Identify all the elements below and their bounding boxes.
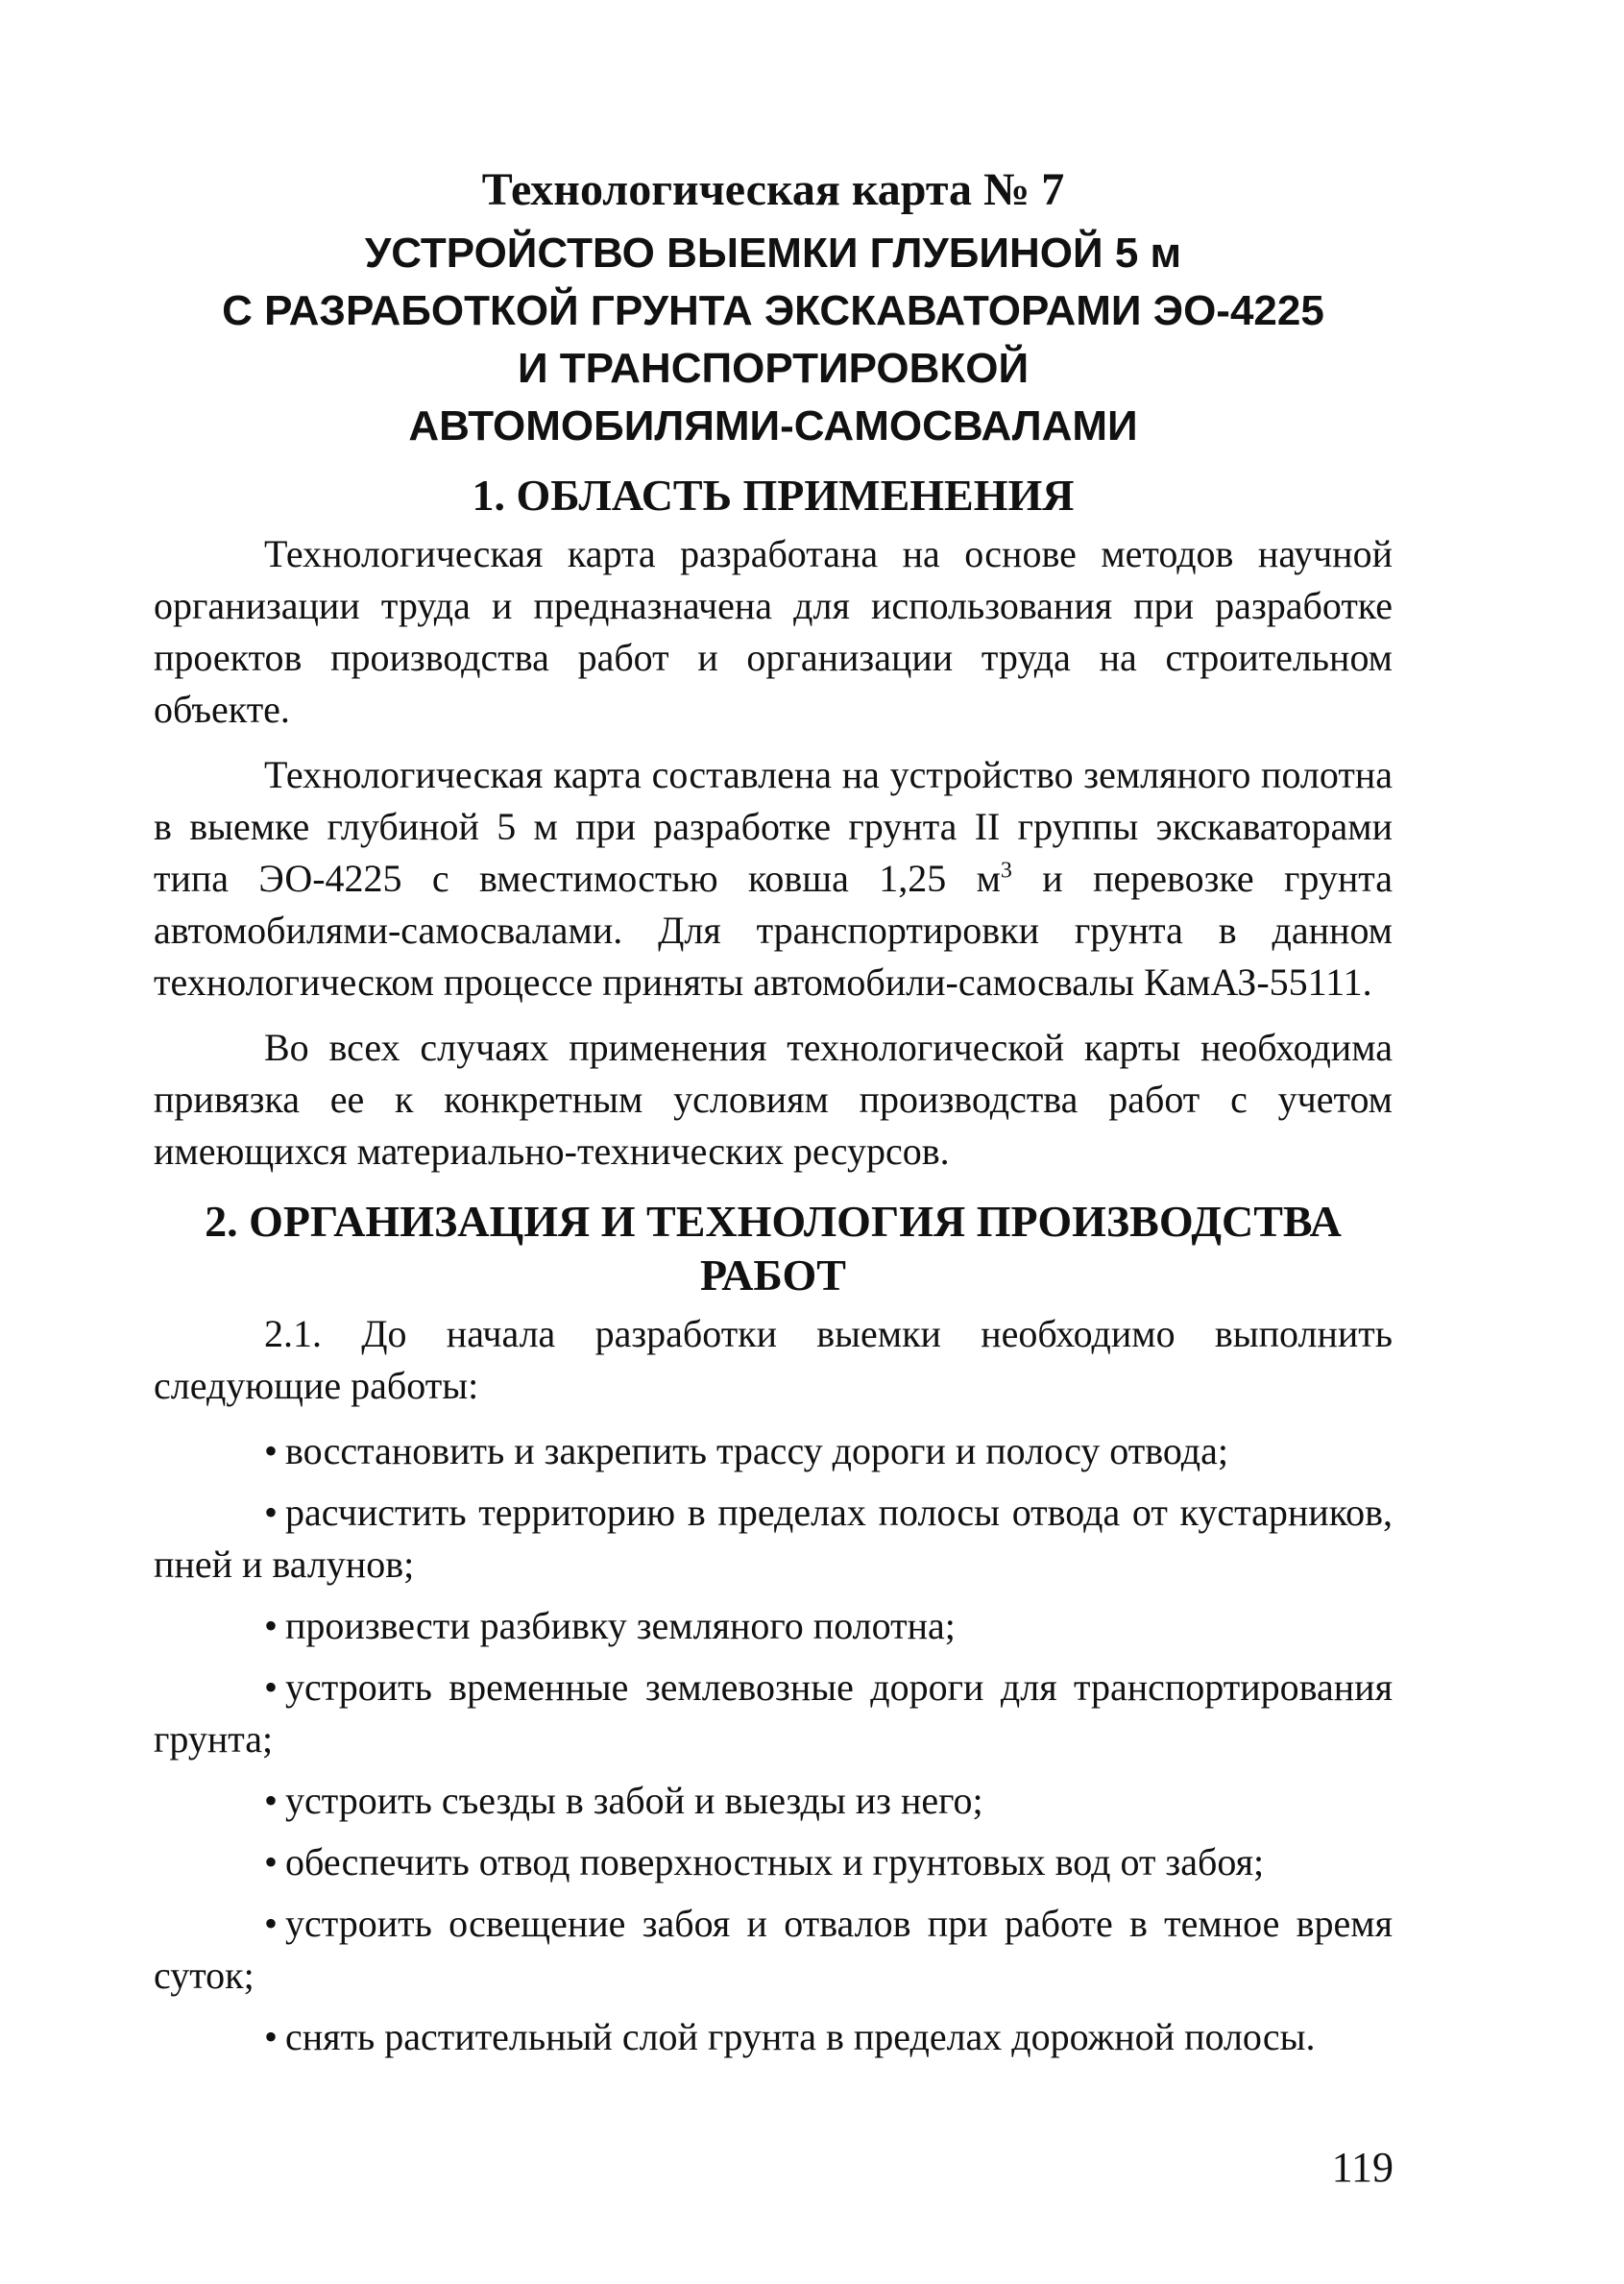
section-1-paragraph-3: Во всех случаях применения технологической карты необходима привязка ее к конкретным условиям производства работ с учетом имеющихся материально-технических ресурсов.: [154, 1026, 1393, 1173]
section-1-heading: 1. ОБЛАСТЬ ПРИМЕНЕНИЯ: [472, 471, 1075, 520]
bullet-icon: •: [264, 1429, 279, 1472]
list-item: [154, 1836, 1393, 1888]
list-item: [154, 2011, 1393, 2063]
bullet-icon: •: [264, 1779, 279, 1822]
list-item: [154, 1487, 1393, 1591]
main-title-line: АВТОМОБИЛЯМИ-САМОСВАЛАМИ: [408, 402, 1138, 450]
list-item: [154, 1425, 1393, 1477]
list-item-text: устроить освещение забоя и отвалов при работе в темное время суток;: [154, 1902, 1393, 1997]
section-1-paragraph-2: [154, 749, 1393, 1008]
bullet-icon: •: [264, 2015, 279, 2058]
section-2-heading-line-1: 2. ОРГАНИЗАЦИЯ И ТЕХНОЛОГИЯ ПРОИЗВОДСТВА: [205, 1197, 1342, 1246]
bullet-icon: •: [264, 1840, 279, 1883]
cubic-superscript: 3: [1000, 858, 1012, 884]
main-title: [154, 225, 1393, 455]
list-item: [154, 1775, 1393, 1827]
bullet-icon: •: [264, 1491, 279, 1534]
list-item-text: устроить съезды в забой и выезды из него;: [285, 1779, 983, 1822]
list-item: [154, 1898, 1393, 2002]
main-title-line: УСТРОЙСТВО ВЫЕМКИ ГЛУБИНОЙ 5 м: [364, 230, 1182, 277]
section-2-heading-line-2: РАБОТ: [700, 1251, 846, 1300]
list-item: [154, 1600, 1393, 1652]
bullet-icon: •: [264, 1665, 279, 1709]
list-item-text: снять растительный слой грунта в пределах дорожной полосы.: [285, 2015, 1316, 2058]
list-item-text: устроить временные землевозные дороги для транспортирования грунта;: [154, 1665, 1393, 1761]
card-title: Технологическая карта № 7: [481, 164, 1065, 215]
list-item-text: восстановить и закрепить трассу дороги и полосу отвода;: [285, 1429, 1228, 1472]
bullet-icon: •: [264, 1902, 279, 1945]
list-item-text: произвести разбивку земляного полотна;: [285, 1604, 956, 1647]
section-2-intro: 2.1. До начала разработки выемки необходимо выполнить следующие работы:: [154, 1312, 1393, 1407]
section-2-heading: [154, 1195, 1393, 1302]
work-list: [154, 1425, 1393, 2063]
list-item-text: расчистить территорию в пределах полосы отвода от кустарников, пней и валунов;: [154, 1491, 1393, 1586]
list-item: [154, 1662, 1393, 1765]
list-item-text: обеспечить отвод поверхностных и грунтовых вод от забоя;: [285, 1840, 1265, 1883]
bullet-icon: •: [264, 1604, 279, 1647]
page-number: 119: [1331, 2144, 1394, 2191]
paragraph-2-text-b: и перевозке грунта автомобилями-самосвалами. Для транспортировки грунта в данном технологическом процессе приняты автомобили-самосвалы КамАЗ-55111.: [154, 857, 1393, 1004]
main-title-line: С РАЗРАБОТКОЙ ГРУНТА ЭКСКАВАТОРАМИ ЭО-4225: [222, 287, 1324, 334]
document-page: [154, 163, 1393, 2073]
section-1-paragraph-1: Технологическая карта разработана на основе методов научной организации труда и предназначена для использования при разработке проектов производства работ и организации труда на строительном объекте.: [154, 532, 1393, 731]
paragraph-2-text-a: Технологическая карта составлена на устройство земляного полотна в выемке глубиной 5 м при разработке грунта II группы экскаваторами типа ЭО-4225 с вместимостью ковша 1,25 м: [154, 753, 1393, 900]
main-title-line: И ТРАНСПОРТИРОВКОЙ: [517, 345, 1030, 392]
